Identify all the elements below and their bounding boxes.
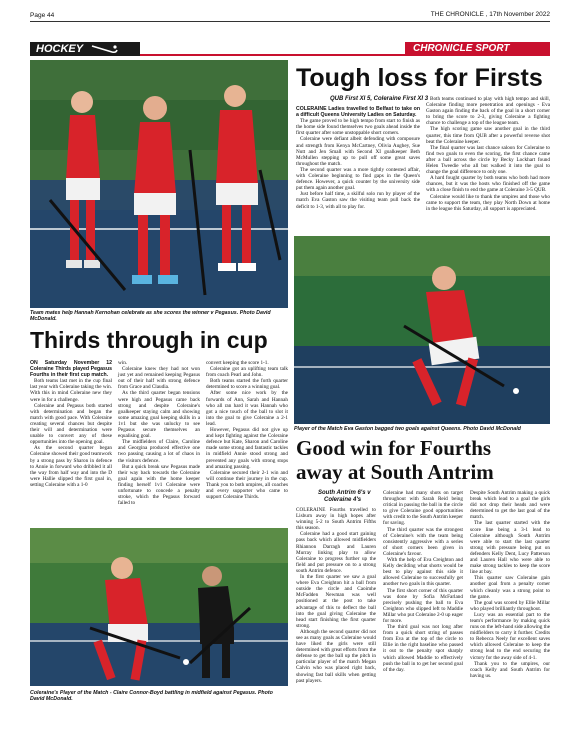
story3-column-1 bbox=[296, 507, 376, 684]
story3-paragraph: In the first quarter we saw a goal where Eva Creighton hit a ball from outside the circle and Caoimhe McFadden Newman was well positioned at the post to take advantage of this to deflect the ball into the goal giving Coleraine the head start finishing the first quarter strong. bbox=[296, 574, 376, 629]
story1-paragraph: The high scoring game saw another goal in the third quarter, this time from QUB after a powerful reverse shot beat the Coleraine keeper. bbox=[426, 126, 550, 145]
story2-paragraph: convert keeping the score 1-1. bbox=[206, 360, 269, 366]
story1-paragraph: COLERAINE Ladies travelled to Belfast to take on a difficult Queens University Ladies on Saturday. bbox=[296, 106, 420, 119]
banner-rule bbox=[140, 54, 405, 56]
photo-claire-connor-boyd bbox=[30, 528, 288, 686]
story1-paragraph: The game proved to be high tempo from start to finish as the home side found themselves two goals ahead inside the first quarter after some unstoppable short corners. bbox=[296, 118, 420, 137]
story2-paragraph: Both teams last met in the cup final last year with Coleraine taking the win. With this in mind Coleraine new they were in for a challenge. bbox=[30, 378, 112, 403]
story2-column-3 bbox=[206, 360, 288, 500]
masthead-rule bbox=[30, 21, 550, 22]
story2-paragraph: Coleraine secured their 2-1 win and will continue their journey in the cup. Thank you to both umpires, all coaches and every supporter who came to support Coleraine Thirds. bbox=[206, 469, 288, 501]
sport-tab: CHRONICLE SPORT bbox=[405, 42, 550, 56]
story3-subhead-line1: South Antrim 6's v bbox=[318, 490, 371, 496]
story1-paragraph: Coleraine were defiant albeit defending with composure and strength from Kenya McCartney, Olivia Aughey, Sue Nutt and Jen Small with Second XI goalkeeper Beth McMullen stepping up to pull off some great saves throughout the match. bbox=[296, 136, 420, 167]
photo2-caption: Player of the Match Eva Gaston bagged two goals against Queens. Photo David McDonald bbox=[294, 426, 521, 432]
story2-paragraph: Coleraine got an uplifting team talk from coach Pearl and John. bbox=[206, 366, 288, 379]
story1-headline: Tough loss for Firsts bbox=[296, 64, 543, 92]
story2-paragraph: But a quick break saw Pegasus made their way back towards the Coleraine goal again with the home keeper finding herself 1v1 Coleraine were unfortunate to concede a penalty stroke, which the Pegasus forward failed to bbox=[118, 463, 200, 507]
story2-paragraph: win. bbox=[118, 360, 128, 366]
story3-column-3 bbox=[470, 490, 550, 679]
story3-column-2 bbox=[383, 490, 463, 673]
story1-paragraph: The final quarter was last chance saloon for Coleraine to find two goals to even the scoring, the first chance came after a ball across the circle by Becky Lockhart found Helen Tweedie who all but walked it into the goal to change the goal difference to only one. bbox=[426, 144, 550, 176]
story2-paragraph: After some nice work by the forwards of Ann, Sarah and Hannah who all ran hard it was Hannah who got a nice touch of the ball to slot it into the goal to give Coleraine a 2-1 lead. bbox=[206, 390, 288, 427]
story1-subhead: QUB First XI 5, Coleraine First XI 3 bbox=[330, 96, 429, 102]
story3-paragraph: Thank you to the umpires, our coach Kelly and South Antrim for having us. bbox=[470, 660, 550, 679]
story3-paragraph: The last quarter started with the score line being a 3-1 lead to Coleraine although South Antrim were able to start the last quarter strong with pressure being put on defenders Kelly Dent, Lucy Patterson and Lauren Hall who were able to make strong tackles to keep the score line at bay. bbox=[470, 520, 550, 576]
story3-paragraph: This quarter saw Coleraine gain another goal from a penalty corner which cleanly was a strong point to the game. bbox=[470, 575, 550, 600]
photo-gaston-image bbox=[294, 236, 550, 424]
story2-paragraph: Coleraine and Pegasus both started with determination and began the match with good pace. With Coleraine creating several chances but despite their will and determination were unable to convert any of these opportunities into the opening goal. bbox=[30, 402, 112, 446]
story3-paragraph: Coleraine had many shots on target throughout with Sarah Reid being critical in passing the ball in the circle to give Coleraine good opportunities with credit to the South Antrim keeper for saving. bbox=[383, 490, 463, 527]
story1-column-1 bbox=[296, 106, 420, 210]
page-number: Page 44 bbox=[30, 12, 55, 19]
story3-paragraph: The third quarter was the strongest of Coleraine's with the team being consistently aggressive with a series of short corners been given in Coleraine's favour. bbox=[383, 526, 463, 557]
story2-headline: Thirds through in cup bbox=[30, 327, 268, 353]
photo1-caption: Team mates help Hannah Kernohan celebrate as she scores the winner v Pegasus. Photo David McDonald. bbox=[30, 310, 271, 323]
story1-paragraph: The second quarter was a more tightly contested affair, with Coleraine beginning to find gaps in the Queen's defence. However, a quick counter by the university side put them again another goal. bbox=[296, 166, 420, 192]
story2-paragraph: However, Pegasus did not give up and kept fighting against the Coleraine defence but Kate, Sharon and Caroline made some strong and fantastic tackles in midfield Annie stood strong and prevented any goals with strong stops and amazing passing. bbox=[206, 427, 288, 470]
story2-column-1 bbox=[30, 360, 112, 488]
story2-paragraph: Both teams started the forth quarter determined to score a winning goal. bbox=[206, 378, 288, 391]
masthead bbox=[0, 0, 580, 30]
story1-paragraph: Both teams continued to play with high tempo and skill, Coleraine finding more penetration and openings - Eva Gaston again finding the back of the goal in a short corner to bring the score to 2-3, giving Coleraine a fighting chance to challenge a top of the league team. bbox=[426, 96, 550, 127]
story2-paragraph: ON Saturday November 12 Coleraine Thirds played Pegasus Fourths in their first cup match. bbox=[30, 360, 112, 379]
story3-paragraph: Although the second quarter did not see as many goals as Coleraine would have liked the girls were still determined with great efforts from the defense to get the ball up the pitch in particular player of the match Megan Calvin who was placed right back, showing fast ball skills when getting past players. bbox=[296, 628, 376, 684]
story3-paragraph: The goal was scored by Ellie Millar who played brilliantly throughout. bbox=[470, 599, 550, 612]
story3-paragraph: COLERAINE Fourths travelled to Lisburn away in high hopes after winning 5-2 to South Antrim Fifths this season. bbox=[296, 507, 376, 532]
story3-subhead-line2: Coleraine 4's bbox=[324, 497, 362, 503]
story1-paragraph: A hard fought quarter by both teams who both had more chances, but it was the hosts who finished off the game with a close finish to end the game at Coleraine 3-5 QUB. bbox=[426, 175, 550, 194]
hockey-stick-icon bbox=[90, 44, 120, 54]
date-line: THE CHRONICLE , 17th November 2022 bbox=[430, 11, 550, 18]
story2-column-2 bbox=[118, 360, 200, 506]
story2-paragraph: As the second quarter began Coleraine showed their good teamwork by a strong pass by Sharon in defence to Annie in forward who dribbled it all the way from half way and into the D were Hallie slipped the first goal in, setting Coleraine with a 1-0 bbox=[30, 445, 112, 488]
photo-connor-boyd-image bbox=[30, 528, 288, 686]
section-banner bbox=[30, 42, 550, 56]
story2-paragraph: The midfielders of Claire, Caroline and Georgina produced effective one two passing causing a lot of chaos in the visitors defence. bbox=[118, 439, 200, 464]
photo-eva-gaston bbox=[294, 236, 550, 424]
story3-paragraph: The first short corner of this quarter was done by Sofia McFarland precisely pushing the ball to Eva Creighton who slipped left to Maddie Millar who put Coleraine 2-0 up eager for more. bbox=[383, 587, 463, 624]
story2-paragraph: As the third quarter began tensions were high and Pegasus came back strong and despite Coleraine's goalkeeper staying calm and showing some amazing goal keeping skills in a 1v1 but she was unlucky to see Pegasus secure themselves an equalising goal. bbox=[118, 390, 200, 440]
story3-paragraph: Despite South Antrim making a quick break which lead to a goal the girls did not drop their heads and were determined to get the last goal of the match. bbox=[470, 490, 550, 521]
story2-paragraph: Coleraine knew they had not won just yet and remained keeping Pegasus out of their half with strong defence from Grace and Claudia. bbox=[118, 366, 200, 391]
photo-celebration-image bbox=[30, 60, 288, 308]
story1-column-2 bbox=[426, 96, 550, 212]
story3-headline-line1: Good win for Fourths bbox=[296, 436, 492, 460]
story3-paragraph: With the help of Eva Creighton and Kelly decilding what shorts would be best to play against this side it allowed Coleraine to successfully get another two goals in this quarter. bbox=[383, 557, 463, 588]
story3-headline-line2: away at South Antrim bbox=[296, 460, 494, 484]
section-tab-hockey bbox=[30, 42, 140, 56]
story3-paragraph: Lucy was an essential part to the team's performance by making quick runs on the left-hand side allowing the midfielders to carry it further. Credits to Rebecca Neely for excellent saves which allowed Coleraine to keep the strong lead to the end securing the victory for the away side of 4-1. bbox=[470, 611, 550, 661]
story1-paragraph: Just before half time, a skilful solo run by player of the match Eva Gaston saw the visiting team pull back the deficit to 1-3, with all to play for. bbox=[296, 191, 420, 210]
story1-paragraph: Coleraine would like to thank the umpires and those who came to support the team, they play North Down at home in the league this Saturday, all support is appreciated. bbox=[426, 193, 550, 212]
section-label: HOCKEY bbox=[36, 43, 84, 55]
story3-paragraph: The third goal was not long after from a quick short string of passes from Eva at the top of the circle to Ellie in the right baseline who passed it out to the penalty spot sharply which allowed Maddie to effectively push the ball in to get her second goal of the day. bbox=[383, 624, 463, 673]
photo-team-celebration bbox=[30, 60, 288, 308]
photo3-caption: Coleraine's Player of the Match - Claire Connor-Boyd battling in midfield against Pegasus. Photo David McDonald. bbox=[30, 690, 273, 703]
story3-paragraph: Coleraine had a good start gaining pass back which allowed midfielders Rhiannon Darragh and Lauren Murray linking play to allow Coleraine to progress further up the field and put pressure on to a strong south Antrim defence. bbox=[296, 531, 376, 574]
